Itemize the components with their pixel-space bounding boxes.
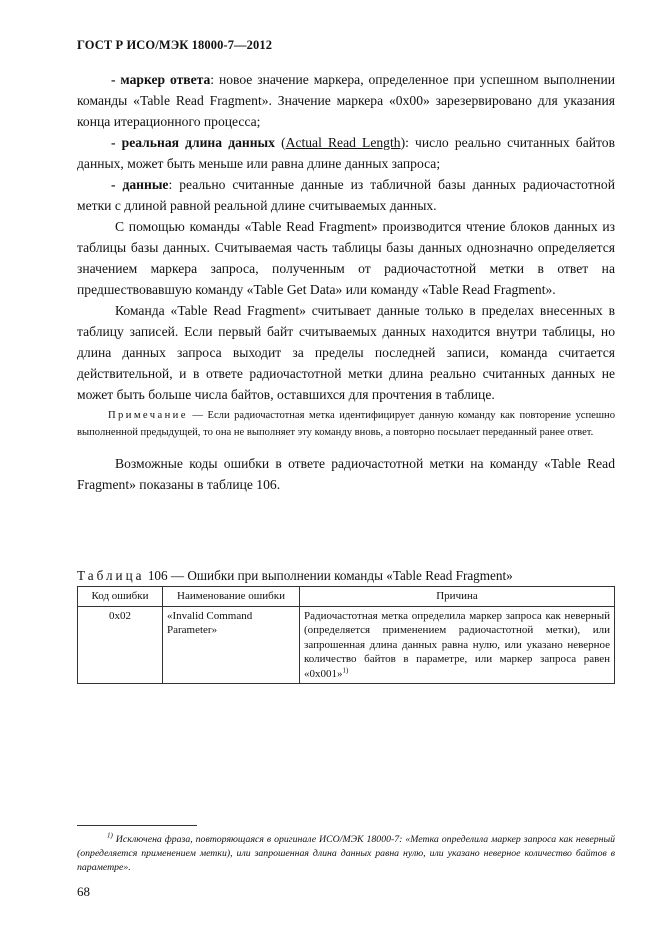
footnote	[77, 833, 615, 875]
header-reason: Причина	[300, 587, 615, 607]
note-dash: —	[187, 410, 208, 421]
definition-response-marker: : новое значение маркера, определенное при успешном выполнении команды «Table Read Fragment». Значение маркера «0x00» зарезервировано для указания конца итерационного процесса;	[77, 72, 615, 129]
table-caption-text: 106 — Ошибки при выполнении команды «Table Read Fragment»	[144, 568, 513, 583]
table-caption-label: Таблица	[77, 568, 145, 583]
footnote-divider	[77, 825, 197, 826]
note-label: Примечание	[108, 410, 188, 421]
page-number: 68	[77, 884, 90, 899]
body-text	[77, 69, 615, 495]
header-error-name: Наименование ошибки	[163, 587, 300, 607]
paragraph-data	[77, 174, 615, 216]
paragraph-response-marker	[77, 69, 615, 132]
term-response-marker: - маркер ответа	[111, 72, 211, 87]
cell-reason	[300, 606, 615, 684]
error-table	[77, 586, 615, 684]
footnote-marker: 1)	[107, 831, 113, 840]
table-row	[78, 606, 615, 684]
header-error-code: Код ошибки	[78, 587, 163, 607]
definition-actual-read-length: ): число реально считанных байтов данных, может быть меньше или равна длине данных запроса;	[77, 135, 616, 171]
paragraph-command-behavior: Команда «Table Read Fragment» считывает данные только в пределах внесенных в таблицу записей. Если первый байт считываемых данных находится внутри таблицы, но длина данных запроса выходит за пределы последней записи, команда считается действительной, и в ответе радиочастотной метки длина реально считанных данных не может быть больше числа байтов, оставшихся для прочтения в таблице.	[77, 303, 615, 402]
open-paren: (	[274, 135, 286, 150]
footnote-reference[interactable]: 1)	[342, 665, 349, 674]
cell-error-code: 0x02	[78, 606, 163, 684]
term-actual-read-length: - реальная длина данных	[111, 135, 275, 150]
term-data: - данные	[111, 177, 169, 192]
page-header-standard-title: ГОСТ Р ИСО/МЭК 18000-7—2012	[77, 38, 273, 52]
footnote-text: Исключена фраза, повторяющаяся в оригинале ИСО/МЭК 18000-7: «Метка определила маркер запроса как неверный (определяется применением метки), или запрошенная длина данных равна нулю, или указано неверное количество байтов в параметре».	[77, 834, 615, 873]
note-text: Если радиочастотная метка идентифицирует данную команду как повторение успешно выполненной предыдущей, то она не выполняет эту команду вновь, а повторно посылает переданный ранее ответ.	[77, 410, 615, 438]
reason-text: Радиочастотная метка определила маркер запроса как неверный (определяется применением радиочастотной метки), или запрошенная длина данных равна нулю, или указано неверное количество байтов в параметре, или маркер запроса равен «0x001»	[304, 609, 610, 680]
paragraph-command-description: С помощью команды «Table Read Fragment» производится чтение блоков данных из таблицы базы данных. Считываемая часть таблицы базы данных однозначно определяется значением маркера запроса, полученным от радиочастотной метки в ответ на предшествовавшую команду «Table Get Data» или команду «Table Read Fragment».	[77, 219, 615, 297]
term-english-actual-read-length: Actual Read Length	[285, 135, 401, 150]
definition-data: : реально считанные данные из табличной базы данных радиочастотной метки с длиной равной реальной длине считываемых данных.	[77, 177, 615, 213]
cell-error-name: «Invalid Command Parameter»	[163, 606, 300, 684]
paragraph-actual-read-length	[77, 132, 615, 174]
note	[77, 407, 615, 441]
table-header-row	[78, 587, 615, 607]
paragraph-error-codes-intro: Возможные коды ошибки в ответе радиочастотной метки на команду «Table Read Fragment» показаны в таблице 106.	[77, 456, 615, 492]
table-caption	[77, 568, 513, 584]
